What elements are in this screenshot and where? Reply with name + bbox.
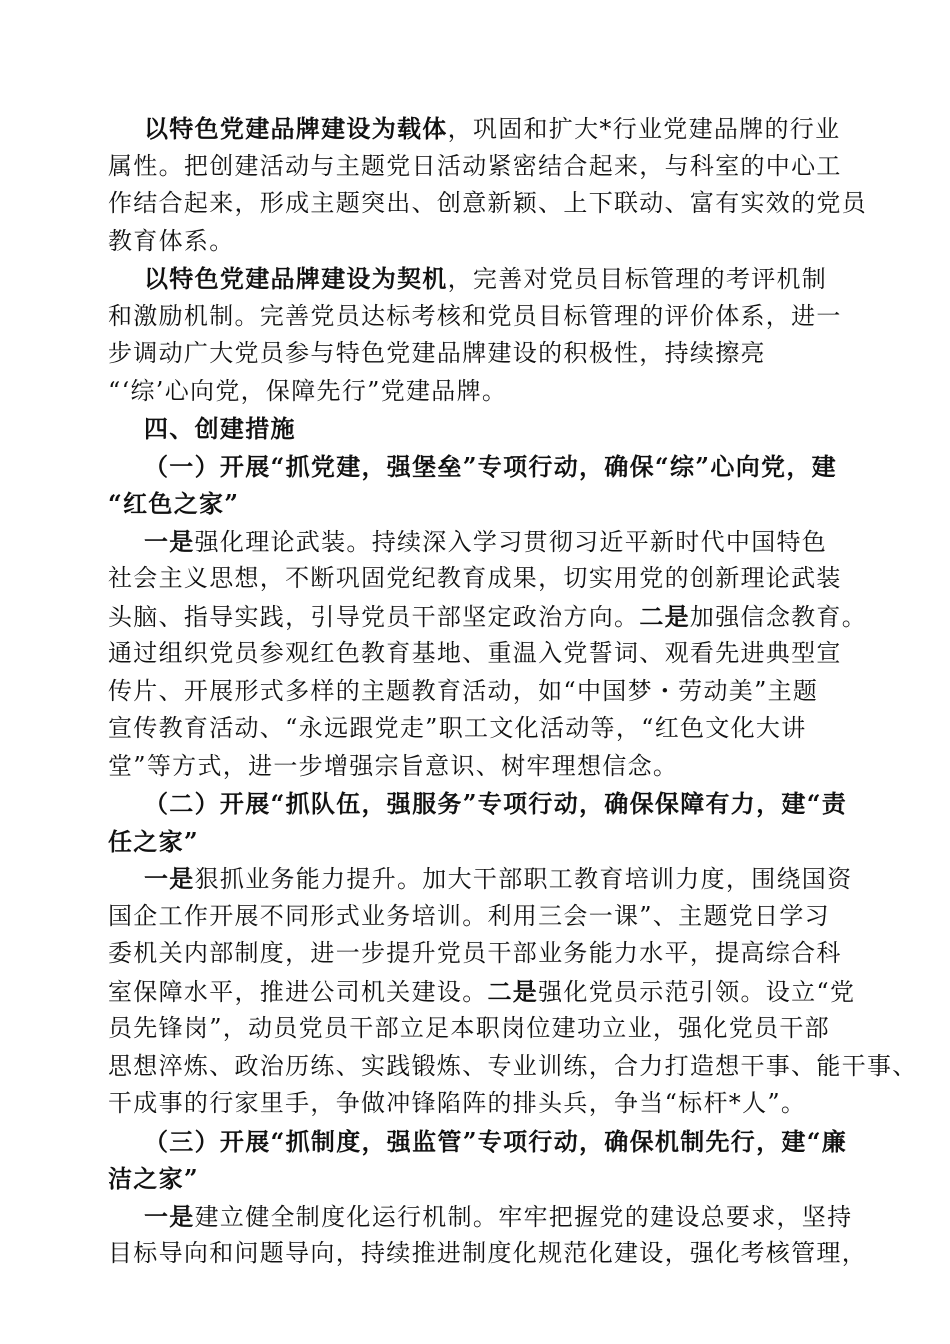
subsection-heading: （一）开展“抓党建，强堡垒”专项行动，确保“综”心向党，建 xyxy=(144,451,837,481)
bold-lead: 以特色党建品牌建设为契机 xyxy=(144,264,448,293)
text-run: 强化理论武装。持续深入学习贯彻习近平新时代中国特色 xyxy=(194,527,828,556)
paragraph-line xyxy=(108,860,853,898)
text-run: 头脑、指导实践，引导党员干部坚定政治方向。 xyxy=(108,602,640,631)
paragraph-line: 国企工作开展不同形式业务培训。利用三会一课”、主题党日学习 xyxy=(108,901,830,930)
paragraph-line: 思想淬炼、政治历练、实践锻炼、专业训练，合力打造想干事、能干事、 xyxy=(108,1051,918,1080)
text-run: 强化党员示范引领。设立“党 xyxy=(538,977,856,1006)
section-heading: 四、创建措施 xyxy=(144,414,296,443)
bold-lead: 一是 xyxy=(144,1201,195,1231)
paragraph-line: 委机关内部制度，进一步提升党员干部业务能力水平，提高综合科 xyxy=(108,939,842,967)
text-run: 狠抓业务能力提升。加大干部职工教育培训力度，围绕国资 xyxy=(194,865,853,893)
text-run: ，巩固和扩大*行业党建品牌的行业 xyxy=(447,115,841,143)
paragraph-line: 通过组织党员参观红色教育基地、重温入党誓词、观看先进典型宣 xyxy=(108,639,842,667)
paragraph-line: 步调动广大党员参与特色党建品牌建设的积极性，持续擦亮 xyxy=(108,339,766,367)
paragraph-line xyxy=(108,1198,853,1236)
paragraph-line: 员先锋岗”，动员党员干部立足本职岗位建功立业，强化党员干部 xyxy=(108,1014,830,1042)
subsection-heading-cont: 洁之家” xyxy=(108,1164,200,1193)
text-run: 加强信念教育。 xyxy=(689,602,868,631)
paragraph-line xyxy=(108,523,848,561)
paragraph-line: 教育体系。 xyxy=(108,226,235,255)
paragraph-line: 传片、开展形式多样的主题教育活动，如“中国梦・劳动美”主题 xyxy=(108,676,819,705)
bold-lead: 二是 xyxy=(487,976,539,1006)
bold-lead: 以特色党建品牌建设为载体 xyxy=(144,114,448,143)
text-run: 室保障水平，推进公司机关建设。 xyxy=(108,977,488,1006)
paragraph-line: “‘综’心向党，保障先行”党建品牌。 xyxy=(108,376,508,405)
paragraph-line: 干成事的行家里手，争做冲锋陷阵的排头兵，争当“标杆*人”。 xyxy=(108,1089,807,1117)
subsection-heading: （三）开展“抓制度，强监管”专项行动，确保机制先行，建“廉 xyxy=(144,1126,848,1156)
paragraph-line: 堂”等方式，进一步增强宗旨意识、树牢理想信念。 xyxy=(108,751,679,780)
paragraph-line xyxy=(108,598,868,636)
paragraph-line: 属性。把创建活动与主题党日活动紧密结合起来，与科室的中心工 xyxy=(108,151,842,180)
document-page xyxy=(108,110,918,1273)
paragraph-line: 作结合起来，形成主题突出、创意新颖、上下联动、富有实效的党员 xyxy=(108,189,867,217)
subsection-heading: （二）开展“抓队伍，强服务”专项行动，确保保障有力，建“责 xyxy=(144,789,848,818)
bold-lead: 一是 xyxy=(144,526,195,556)
paragraph-line xyxy=(108,260,848,298)
paragraph-line xyxy=(108,110,848,148)
bold-lead: 一是 xyxy=(144,864,195,893)
bold-lead: 二是 xyxy=(639,601,690,631)
text-run: 建立健全制度化运行机制。牢牢把握党的建设总要求，坚持 xyxy=(194,1202,853,1231)
text-run: ，完善对党员目标管理的考评机制 xyxy=(447,265,828,293)
subsection-heading-cont: 任之家” xyxy=(108,826,200,856)
paragraph-line xyxy=(108,973,856,1011)
subsection-heading-cont: “红色之家” xyxy=(108,489,240,518)
paragraph-line: 目标导向和问题导向，持续推进制度化规范化建设，强化考核管理， xyxy=(108,1239,867,1267)
paragraph-line: 宣传教育活动、“永远跟党走”职工文化活动等，“红色文化大讲 xyxy=(108,714,807,742)
paragraph-line: 社会主义思想，不断巩固党纪教育成果，切实用党的创新理论武装 xyxy=(108,564,842,592)
paragraph-line: 和激励机制。完善党员达标考核和党员目标管理的评价体系，进一 xyxy=(108,301,842,330)
